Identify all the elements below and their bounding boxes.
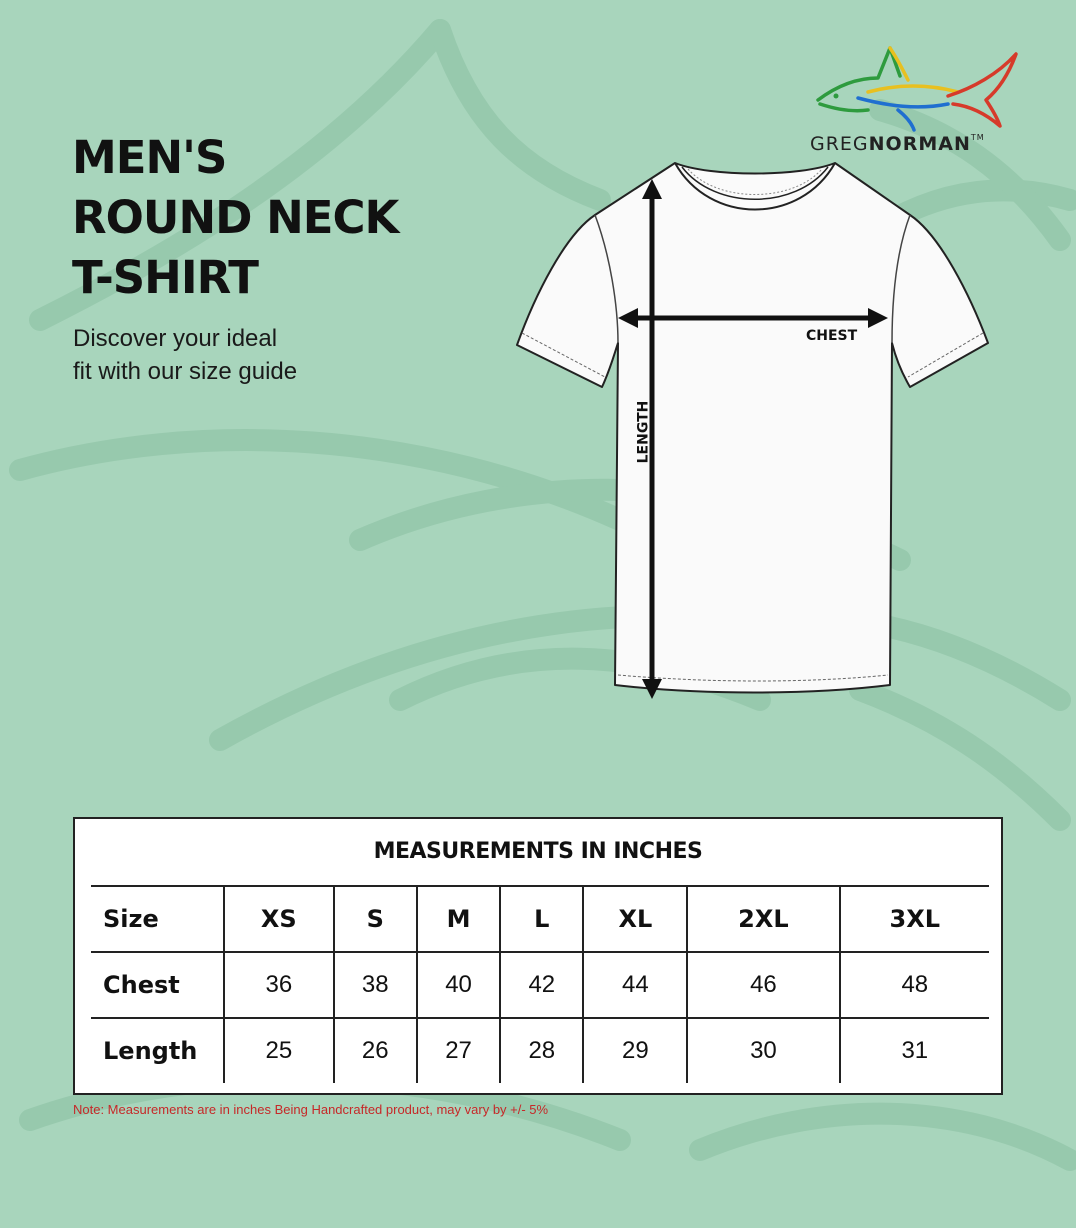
table-cell: 30 [687, 1018, 839, 1083]
title-line-3: T-SHIRT [72, 251, 258, 304]
table-cell: 26 [334, 1018, 417, 1083]
table-cell: 25 [224, 1018, 334, 1083]
brand-name-light: GREG [810, 133, 869, 155]
table-cell: 48 [840, 952, 989, 1018]
table-row-length [91, 1018, 989, 1083]
chest-label: CHEST [806, 328, 858, 344]
table-title: MEASUREMENTS IN INCHES [373, 839, 703, 864]
size-xl: XL [583, 886, 687, 952]
length-label: LENGTH [635, 400, 652, 464]
table-cell: 28 [500, 1018, 583, 1083]
subtitle-line-2: fit with our size guide [73, 358, 298, 385]
row-label-chest: Chest [91, 952, 224, 1018]
size-l: L [500, 886, 583, 952]
table-cell: 40 [417, 952, 500, 1018]
table-cell: 46 [687, 952, 839, 1018]
brand-name-bold: NORMAN [868, 133, 971, 155]
table-row-chest [91, 952, 989, 1018]
page-title [72, 128, 398, 308]
page-subtitle [73, 322, 297, 388]
title-line-2: ROUND NECK [72, 191, 399, 244]
table-cell: 42 [500, 952, 583, 1018]
subtitle-line-1: Discover your ideal [73, 325, 278, 352]
size-3xl: 3XL [840, 886, 989, 952]
table-cell: 36 [224, 952, 334, 1018]
table-cell: 38 [334, 952, 417, 1018]
size-m: M [417, 886, 500, 952]
measurement-note: Note: Measurements are in inches Being Handcrafted product, may vary by +/- 5% [73, 1102, 549, 1117]
brand-tm: TM [970, 133, 985, 142]
brand-name [810, 133, 985, 155]
table-cell: 44 [583, 952, 687, 1018]
table-cell: 31 [840, 1018, 989, 1083]
table-header-row [91, 886, 989, 952]
size-table [91, 885, 989, 1083]
table-cell: 29 [583, 1018, 687, 1083]
size-header-label: Size [91, 886, 224, 952]
row-label-length: Length [91, 1018, 224, 1083]
size-2xl: 2XL [687, 886, 839, 952]
size-chart-table [73, 817, 1003, 1095]
size-xs: XS [224, 886, 334, 952]
title-line-1: MEN'S [72, 131, 227, 184]
table-cell: 27 [417, 1018, 500, 1083]
size-s: S [334, 886, 417, 952]
tshirt-diagram [510, 155, 995, 705]
